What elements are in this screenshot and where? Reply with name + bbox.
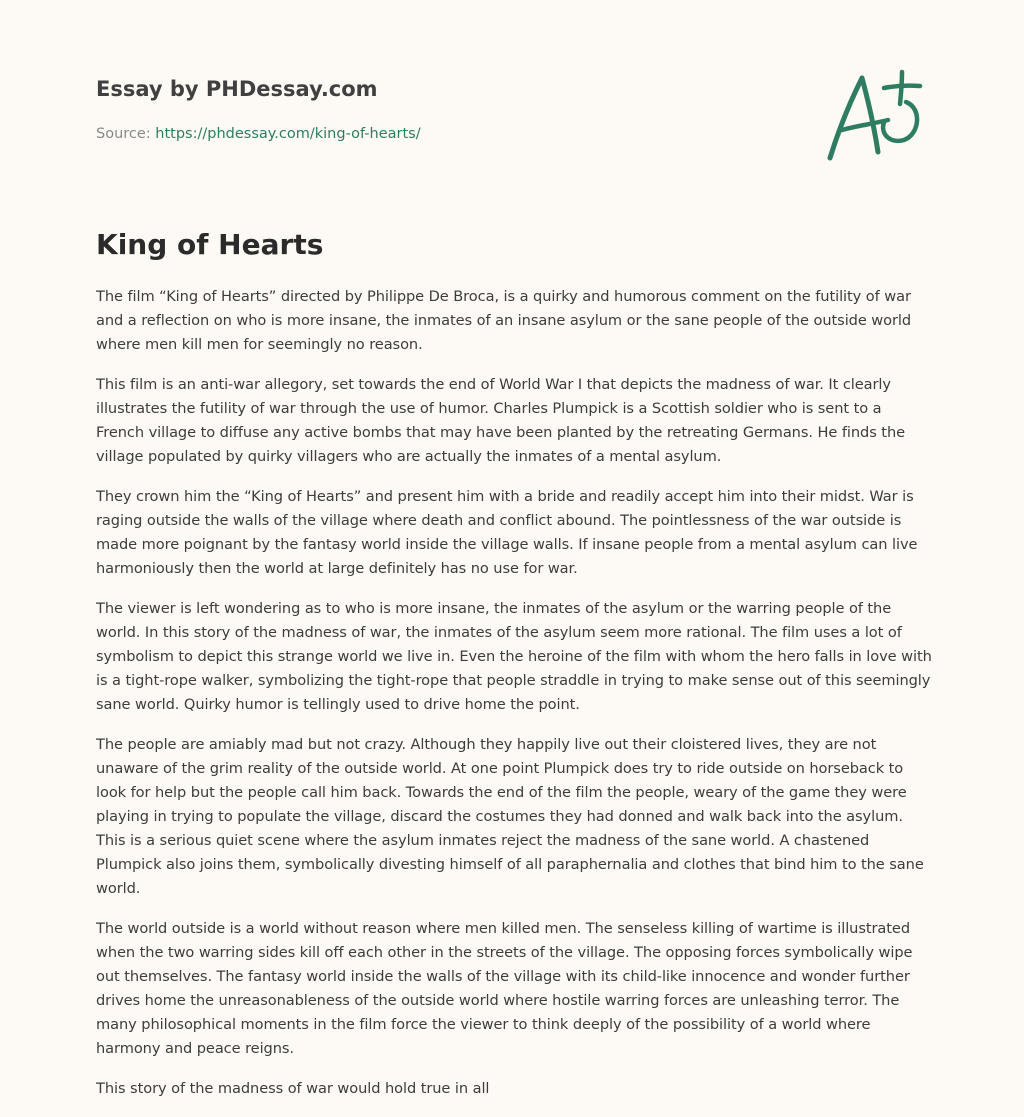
site-title: Essay by PHDessay.com xyxy=(96,77,378,101)
essay-header xyxy=(96,74,736,144)
paragraph: This film is an anti-war allegory, set towards the end of World War I that depicts the madness of war. It clearly illustrates the futility of war through the use of humor. Charles Plumpick is a Scottish soldier who is sent to a French village to diffuse any active bombs that may have been planted by the retreating Germans. He finds the village populated by quirky villagers who are actually the inmates of a mental asylum. xyxy=(96,376,906,465)
a-plus-logo-icon xyxy=(822,68,926,164)
paragraph: The viewer is left wondering as to who is more insane, the inmates of the asylum or the warring people of the world. In this story of the madness of war, the inmates of the asylum seem more rational. The film uses a lot of symbolism to depict this strange world we live in. Even the heroine of the film with whom the hero falls in love with is a tight-rope walker, symbolizing the tight-rope that people straddle in trying to make sense out of this seemingly sane world. Quirky humor is tellingly used to drive home the point. xyxy=(96,600,932,713)
essay-body xyxy=(96,285,932,1117)
source-label: Source: xyxy=(96,126,156,142)
paragraph: The world outside is a world without reason where men killed men. The senseless killing of wartime is illustrated when the two warring sides kill off each other in the streets of the village. The opposing forces symbolically wipe out themselves. The fantasy world inside the walls of the village with its child-like innocence and wonder further drives home the unreasonableness of the outside world where hostile warring forces are unleashing terror. The many philosophical moments in the film force the viewer to think deeply of the possibility of a world where harmony and peace reigns. xyxy=(96,920,913,1057)
paragraph: The film “King of Hearts” directed by Philippe De Broca, is a quirky and humorous comment on the futility of war and a reflection on who is more insane, the inmates of an insane asylum or the sane people of the outside world where men kill men for seemingly no reason. xyxy=(96,288,912,353)
paragraph: They crown him the “King of Hearts” and present him with a bride and readily accept him into their midst. War is raging outside the walls of the village where death and conflict abound. The pointlessness of the war outside is made more poignant by the fantasy world inside the village walls. If insane people from a mental asylum can live harmoniously then the world at large definitely has no use for war. xyxy=(96,488,918,577)
paragraph: This story of the madness of war would hold true in all xyxy=(96,1080,490,1097)
source-line xyxy=(96,124,736,144)
source-link[interactable]: https://phdessay.com/king-of-hearts/ xyxy=(155,126,421,142)
essay-title: King of Hearts xyxy=(96,228,324,261)
paragraph: The people are amiably mad but not crazy. Although they happily live out their cloistered lives, they are not unaware of the grim reality of the outside world. At one point Plumpick does try to ride outside on horseback to look for help but the people call him back. Towards the end of the film the people, weary of the game they were playing in trying to populate the village, discard the costumes they had donned and walk back into the asylum. This is a serious quiet scene where the asylum inmates reject the madness of the sane world. A chastened Plumpick also joins them, symbolically divesting himself of all paraphernalia and clothes that bind him to the sane world. xyxy=(96,736,924,897)
